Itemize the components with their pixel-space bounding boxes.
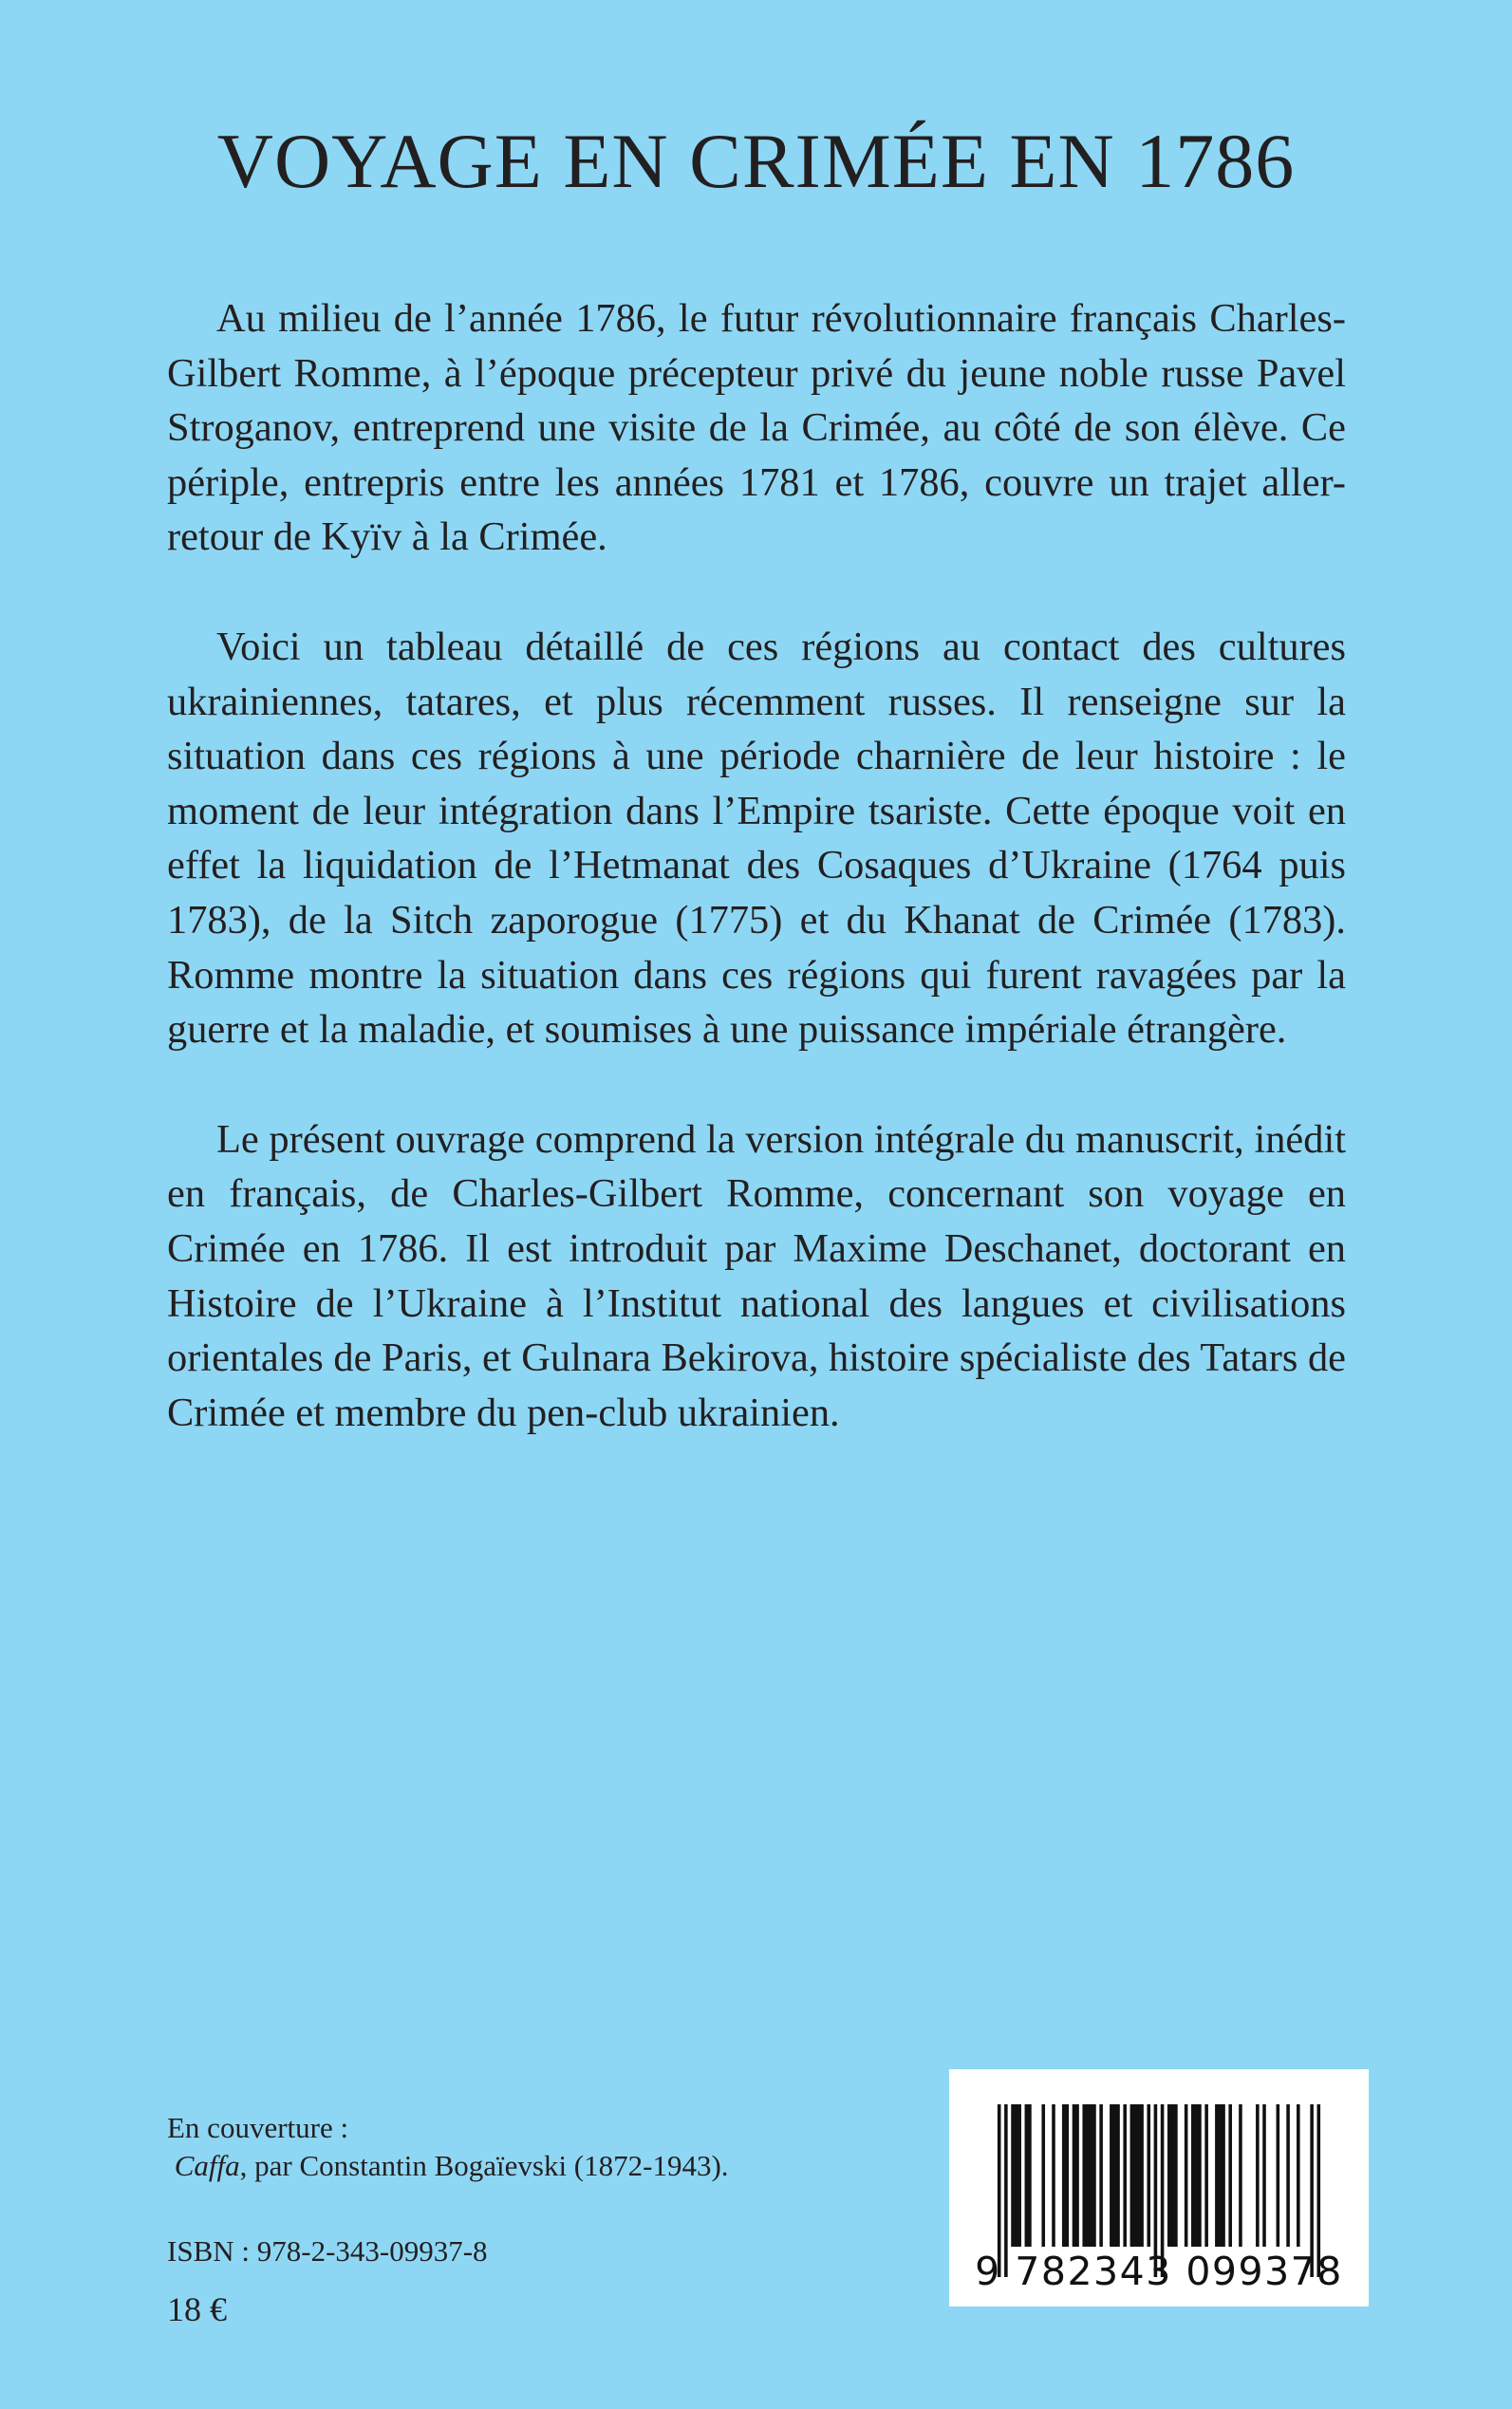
barcode-bar [1277, 2104, 1280, 2247]
cover-credit-artwork [167, 2147, 729, 2185]
barcode-bar [1073, 2104, 1079, 2247]
barcode-bar [1185, 2104, 1188, 2247]
barcode-bar [1297, 2104, 1300, 2247]
barcode-bar [1025, 2104, 1032, 2247]
back-cover-blurb [167, 291, 1346, 1495]
barcode-bar [1099, 2104, 1103, 2247]
blurb-paragraph-1: Au milieu de l’année 1786, le futur révolutionnaire français Charles-Gilbert Romme, à l’époque précepteur privé du jeune noble russe Pavel Stroganov, entreprend une visite de la Crimée, au côté de son élève. Ce périple, entrepris entre les années 1781 et 1786, couvre un trajet aller-retour de Kyïv à la Crimée. [167, 296, 1346, 560]
cover-credit-label: En couverture : [167, 2111, 349, 2144]
barcode-bar [1191, 2104, 1202, 2247]
barcode-bar [1110, 2104, 1120, 2247]
blurb-paragraph-2: Voici un tableau détaillé de ces régions au contact des cultures ukrainiennes, tatares, et plus récemment russes. Il renseigne sur la situation dans ces régions à une période charnière de leur histoire : le moment de leur intégration dans l’Empire tsariste. Cette époque voit en effet la liquidation de l’Hetmanat des Cosaques d’Ukraine (1764 puis 1783), de la Sitch zaporogue (1775) et du Khanat de Crimée (1783). Romme montre la situation dans ces régions qui furent ravagées par la guerre et la maladie, et soumises à une puissance impériale étrangère. [167, 624, 1346, 1053]
barcode-bar [1123, 2104, 1127, 2247]
barcode-bar [1239, 2104, 1242, 2247]
barcode-bar [1130, 2104, 1144, 2247]
barcode-bar [1286, 2104, 1290, 2247]
blurb-paragraph-3: Le présent ouvrage comprend la version intégrale du manuscrit, inédit en français, de Charles-Gilbert Romme, concernant son voyage en Crimée en 1786. Il est introduit par Maxime Deschanet, doctorant en Histoire de l’Ukraine à l’Institut national des langues et civilisations orientales de Paris, et Gulnara Bekirova, histoire spécialiste des Tatars de Crimée et membre du pen-club ukrainien. [167, 1116, 1346, 1435]
barcode-bar [1204, 2104, 1208, 2247]
cover-credit-artist: , par Constantin Bogaïevski (1872-1943). [239, 2149, 729, 2182]
barcode-digits: 9 782343 099378 [975, 2249, 1343, 2294]
barcode-bar [1228, 2104, 1232, 2247]
isbn-number: ISBN : 978-2-343-09937-8 [167, 2234, 488, 2268]
barcode-bar [1167, 2104, 1178, 2247]
barcode-panel [949, 2069, 1369, 2306]
barcode-bar [1256, 2104, 1260, 2247]
barcode-bar [1215, 2104, 1225, 2247]
cover-credit [167, 2109, 729, 2185]
book-title: VOYAGE EN CRIMÉE EN 1786 [216, 118, 1296, 204]
barcode-bar [1062, 2104, 1069, 2247]
price-label: 18 € [167, 2290, 227, 2328]
barcode-bar [1262, 2104, 1266, 2247]
barcode-bar [1052, 2104, 1055, 2247]
barcode-bar [1147, 2104, 1150, 2247]
barcode-bar [1082, 2104, 1095, 2247]
barcode-bar [1011, 2104, 1021, 2247]
barcode-bar [1041, 2104, 1045, 2247]
cover-credit-work-title: Caffa [174, 2149, 240, 2182]
